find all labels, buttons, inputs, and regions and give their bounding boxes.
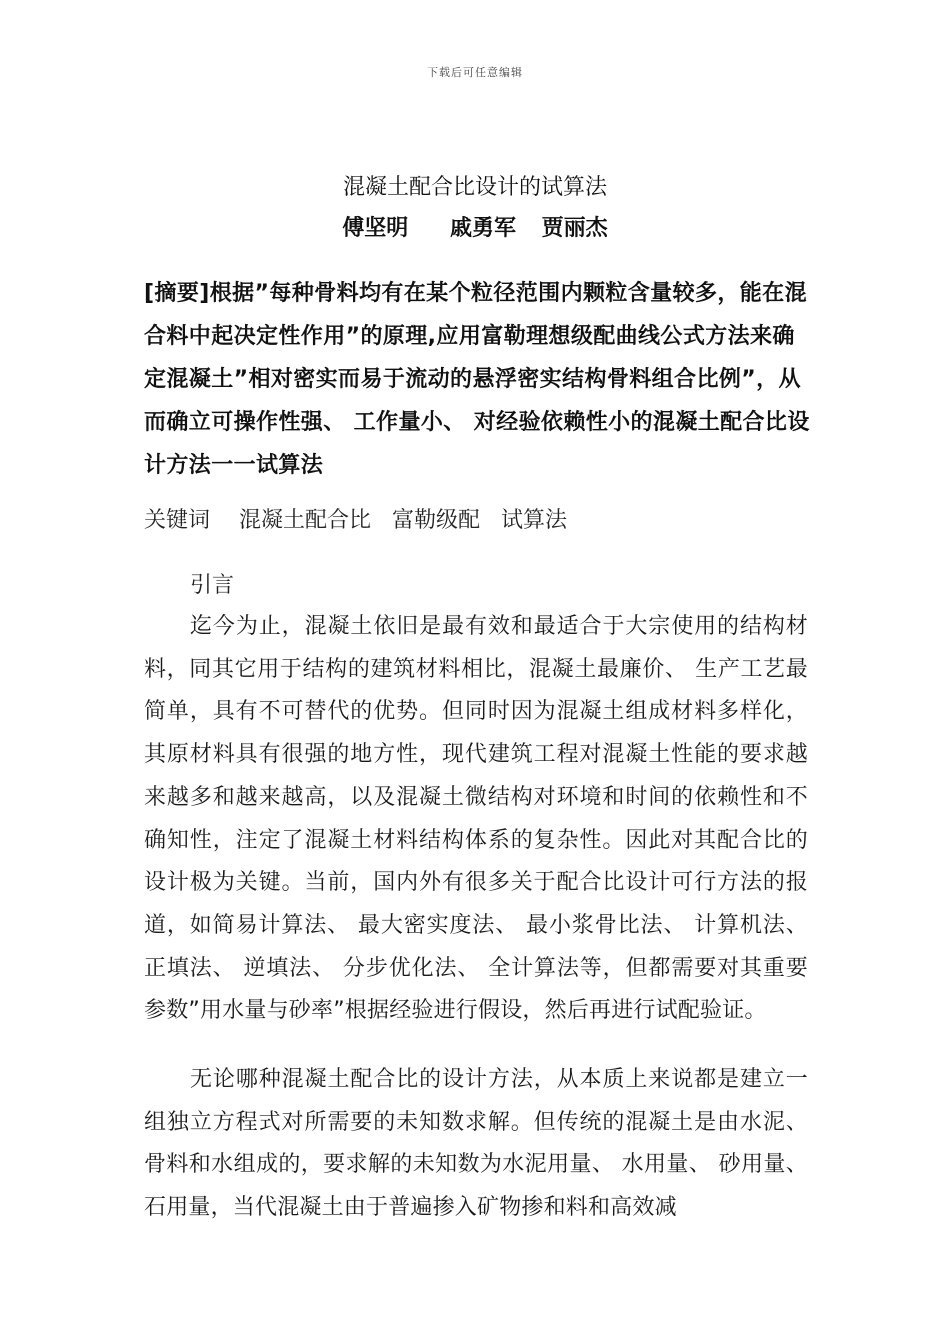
body-paragraph: 迄今为止，混凝土依旧是最有效和最适合于大宗使用的结构材料，同其它用于结构的建筑材料相比，混凝土最廉价、 生产工艺最简单，具有不可替代的优势。但同时因为混凝土组成材料多样化，其原材料具有很强的地方性，现代建筑工程对混凝土性能的要求越来越多和越来越高，以及混凝土微结构对环境和时间的依赖性和不确知性，注定了混凝土材料结构体系的复杂性。因此对其配合比的设计极为关键。当前，国内外有很多关于配合比设计可行方法的报道，如简易计算法、 最大密实度法、 最小浆骨比法、 计算机法、 正填法、 逆填法、 分步优化法、 全计算法等，但都需要对其重要参数”用水量与砂率”根据经验进行假设，然后再进行试配验证。 <box>144 614 808 1024</box>
author-name: 傅坚明 <box>342 216 409 241</box>
keyword-item: 试算法 <box>501 508 568 533</box>
author-name: 戚勇军 <box>449 216 516 241</box>
abstract-paragraph: [摘要]根据”每种骨料均有在某个粒径范围内颗粒含量较多，能在混合料中起决定性作用”的原理,应用富勒理想级配曲线公式方法来确定混凝土”相对密实而易于流动的悬浮密实结构骨料组合比例”，从而确立可操作性强、 工作量小、 对经验依赖性小的混凝土配合比设计方法一一试算法 <box>144 281 810 478</box>
document-title: 混凝土配合比设计的试算法 <box>342 175 607 200</box>
body-paragraph: 无论哪种混凝土配合比的设计方法，从本质上来说都是建立一组独立方程式对所需要的未知数求解。但传统的混凝土是由水泥、 骨料和水组成的，要求解的未知数为水泥用量、 水用量、 砂用量、 石用量，当代混凝土由于普遍掺入矿物掺和料和高效减 <box>144 1067 808 1221</box>
keywords-label: 关键词 <box>144 508 211 533</box>
section-heading: 引言 <box>190 573 235 598</box>
keyword-item: 富勒级配 <box>392 508 481 533</box>
keywords-line <box>144 505 804 537</box>
authors-line <box>0 211 950 242</box>
keyword-item: 混凝土配合比 <box>239 508 372 533</box>
header-note: 下载后可任意编辑 <box>427 66 523 79</box>
author-name: 贾丽杰 <box>541 216 608 241</box>
